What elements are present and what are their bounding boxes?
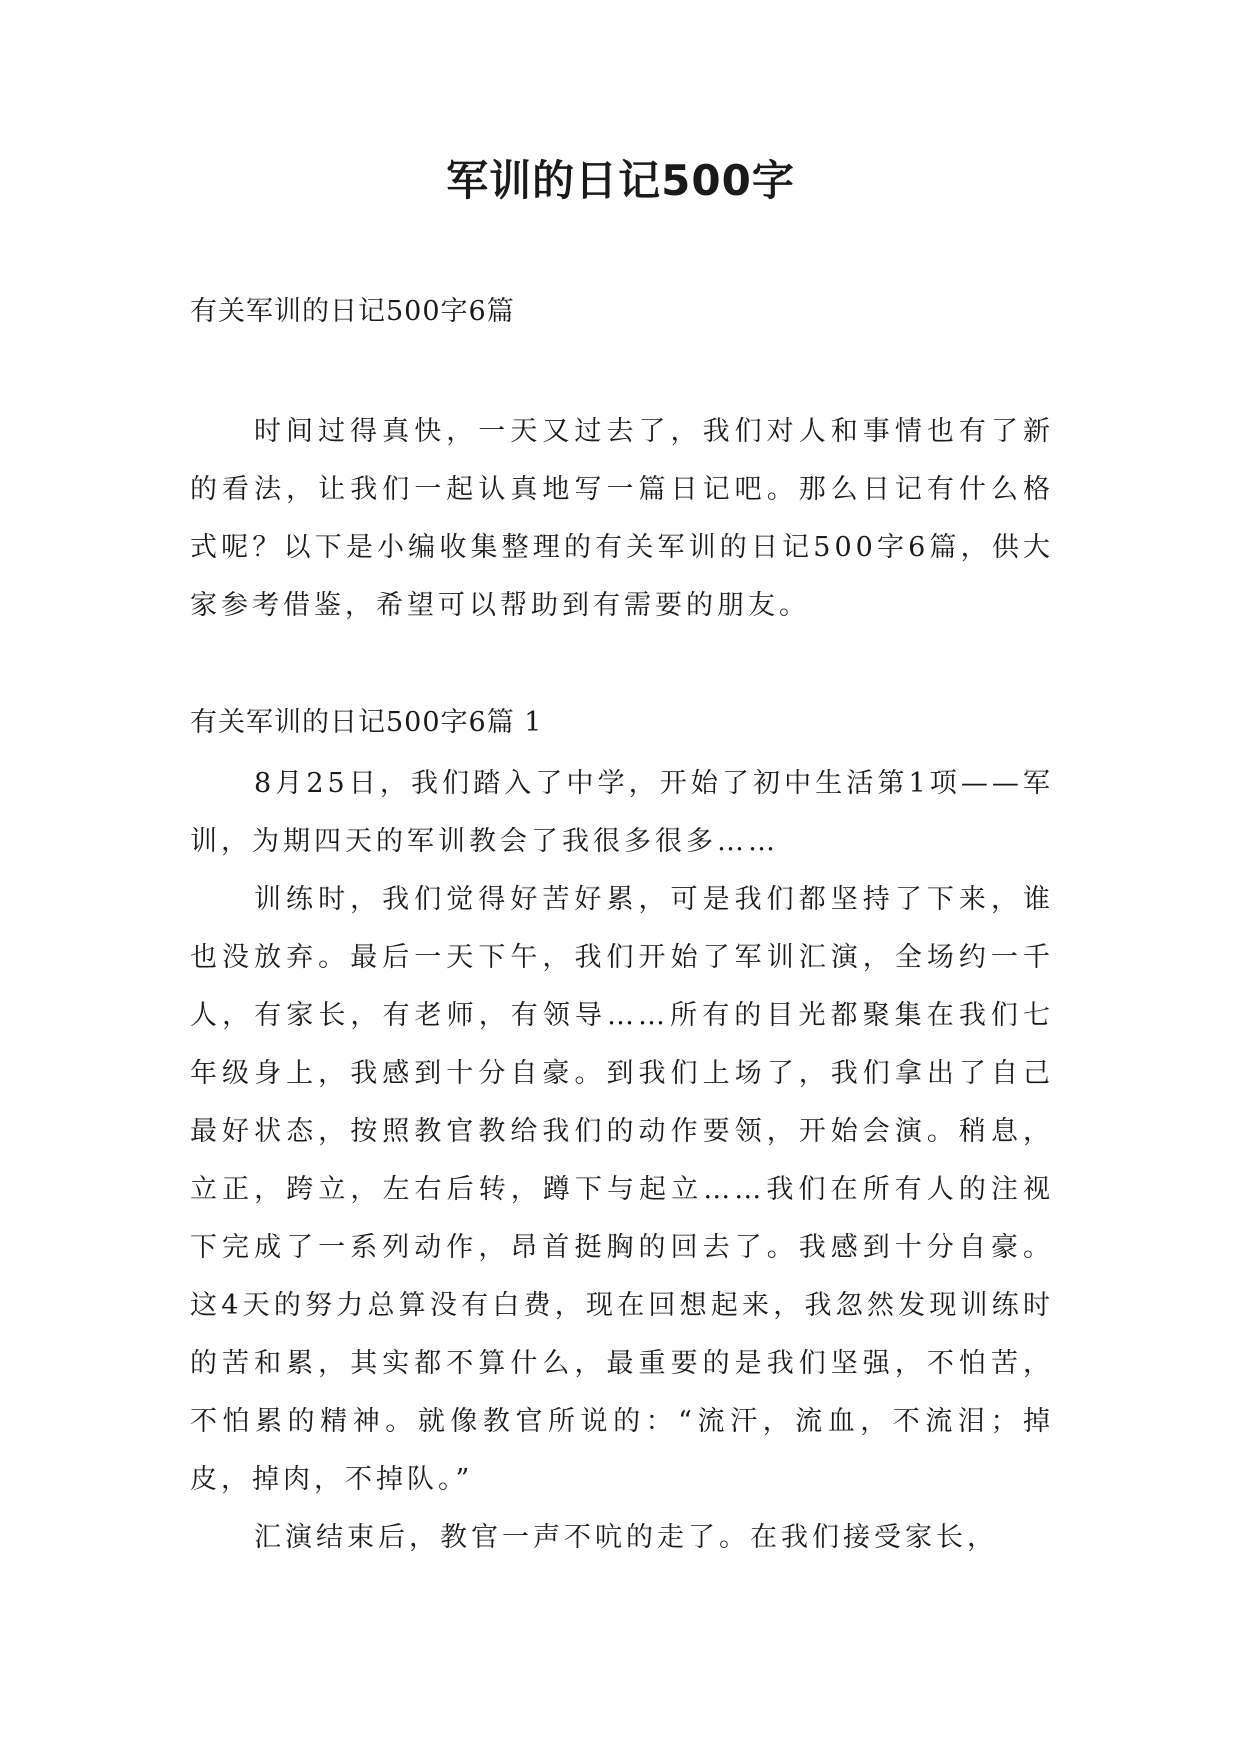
entry-paragraph-2: 训练时，我们觉得好苦好累，可是我们都坚持了下来，谁也没放弃。最后一天下午，我们开始了军训汇演，全场约一千人，有家长，有老师，有领导……所有的目光都聚集在我们七年级身上，我感到十分自豪。到我们上场了，我们拿出了自己最好状态，按照教官教给我们的动作要领，开始会演。稍息，立正，跨立，左右后转，蹲下与起立……我们在所有人的注视下完成了一系列动作，昂首挺胸的回去了。我感到十分自豪。这4天的努力总算没有白费，现在回想起来，我忽然发现训练时的苦和累，其实都不算什么，最重要的是我们坚强，不怕苦，不怕累的精神。就像教官所说的：“流汗，流血，不流泪；掉皮，掉肉，不掉队。” <box>190 884 1054 1495</box>
entry-body <box>190 755 1054 1567</box>
entry-paragraph-3: 汇演结束后，教官一声不吭的走了。在我们接受家长， <box>254 1522 998 1553</box>
intro-paragraph-block <box>190 403 1054 635</box>
document-subtitle: 有关军训的日记500字6篇 <box>190 296 515 327</box>
intro-paragraph: 时间过得真快，一天又过去了，我们对人和事情也有了新的看法，让我们一起认真地写一篇日记吧。那么日记有什么格式呢？以下是小编收集整理的有关军训的日记500字6篇，供大家参考借鉴，希望可以帮助到有需要的朋友。 <box>190 416 1054 621</box>
entry-paragraph-1: 8月25日，我们踏入了中学，开始了初中生活第1项——军训，为期四天的军训教会了我很多很多…… <box>190 768 1054 857</box>
document-title: 军训的日记500字 <box>446 156 795 205</box>
section-heading: 有关军训的日记500字6篇 1 <box>190 707 543 738</box>
